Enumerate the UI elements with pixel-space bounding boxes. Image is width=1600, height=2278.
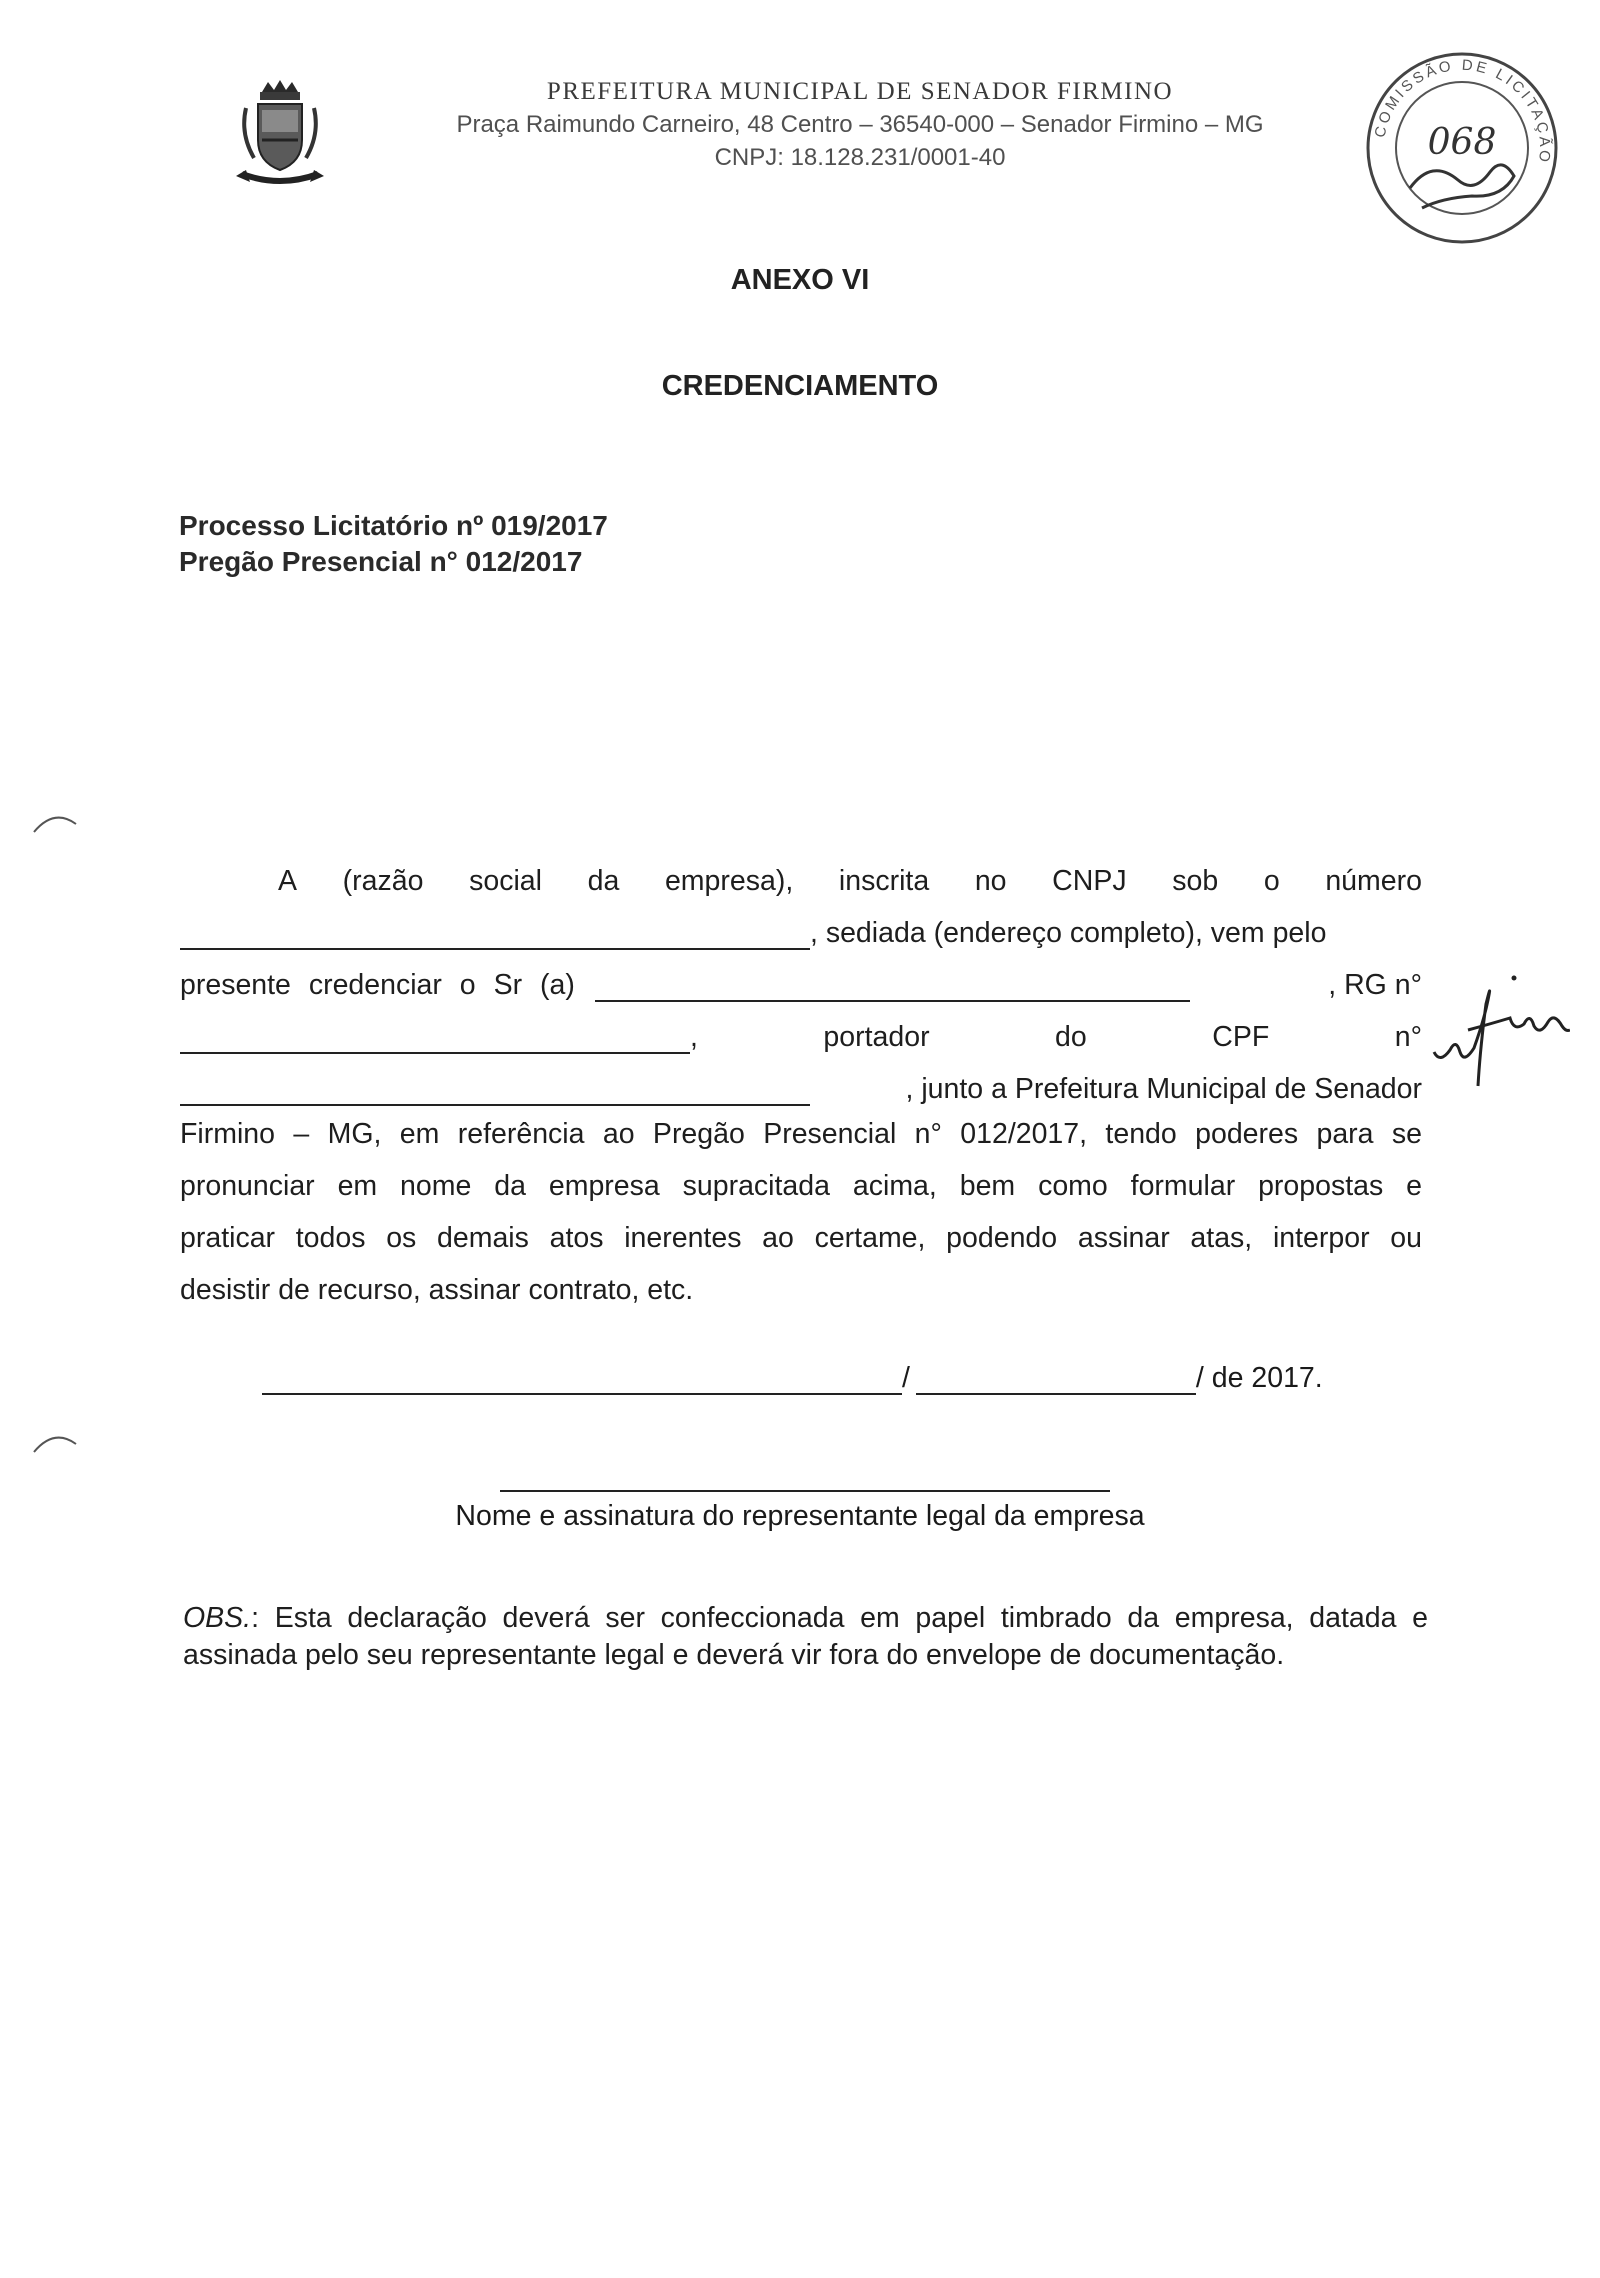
commission-stamp-icon	[1362, 48, 1562, 248]
obs-label: OBS.	[183, 1602, 252, 1634]
obs-text: : Esta declaração deverá ser confeccionada em papel timbrado da empresa, datada e assinada pelo seu representante legal e deverá vir fora do envelope de documentação.	[183, 1602, 1428, 1671]
rg-number-blank[interactable]	[180, 1024, 690, 1054]
cpf-number-blank[interactable]	[180, 1076, 810, 1106]
pregao-number: Pregão Presencial n° 012/2017	[179, 546, 583, 577]
margin-mark-icon	[30, 1428, 80, 1458]
municipality-name: PREFEITURA MUNICIPAL DE SENADOR FIRMINO	[546, 78, 1174, 105]
letterhead	[380, 76, 1340, 174]
svg-text:COMISSÃO DE LICITAÇÃO: COMISSÃO DE LICITAÇÃO	[1371, 56, 1554, 166]
handwritten-rubric-icon	[1430, 960, 1570, 1090]
signature-line[interactable]	[500, 1490, 1110, 1492]
annex-heading: ANEXO VI	[730, 264, 870, 296]
paragraph-line-2: , sediada (endereço completo), vem pelo	[180, 910, 1422, 950]
municipality-cnpj: CNPJ: 18.128.231/0001-40	[714, 144, 1006, 171]
paragraph-line-5: , junto a Prefeitura Municipal de Senador	[180, 1066, 1422, 1106]
company-cnpj-blank[interactable]	[180, 920, 810, 950]
observation-note	[183, 1600, 1428, 1674]
paragraph-line-3: presente credenciar o Sr (a) , RG n°	[180, 969, 1422, 1001]
svg-text:068: 068	[1427, 122, 1497, 163]
paragraph-line-4: , portador do CPF n°	[180, 1014, 1422, 1054]
paragraph-line-8: praticar todos os demais atos inerentes ao certame, podendo assinar atas, interpor ou	[180, 1222, 1422, 1254]
date-line: / / de 2017.	[262, 1362, 1323, 1395]
paragraph-line-7: pronunciar em nome da empresa supracitada acima, bem como formular propostas e	[180, 1170, 1422, 1202]
margin-mark-icon	[30, 808, 80, 838]
municipal-crest-icon	[232, 78, 328, 194]
paragraph-line-1: A (razão social da empresa), inscrita no CNPJ sob o número	[278, 865, 1422, 897]
paragraph-line-9: desistir de recurso, assinar contrato, etc.	[180, 1274, 694, 1306]
paragraph-line-6: Firmino – MG, em referência ao Pregão Presencial n° 012/2017, tendo poderes para se	[180, 1118, 1422, 1150]
representative-name-blank[interactable]	[595, 972, 1190, 1002]
document-title: CREDENCIAMENTO	[661, 370, 939, 402]
process-number: Processo Licitatório nº 019/2017	[179, 510, 608, 541]
process-reference	[179, 508, 608, 580]
signature-label: Nome e assinatura do representante legal da empresa	[455, 1500, 1145, 1532]
municipality-address: Praça Raimundo Carneiro, 48 Centro – 36540-000 – Senador Firmino – MG	[456, 111, 1264, 138]
month-blank[interactable]	[916, 1365, 1196, 1395]
city-day-blank[interactable]	[262, 1365, 902, 1395]
